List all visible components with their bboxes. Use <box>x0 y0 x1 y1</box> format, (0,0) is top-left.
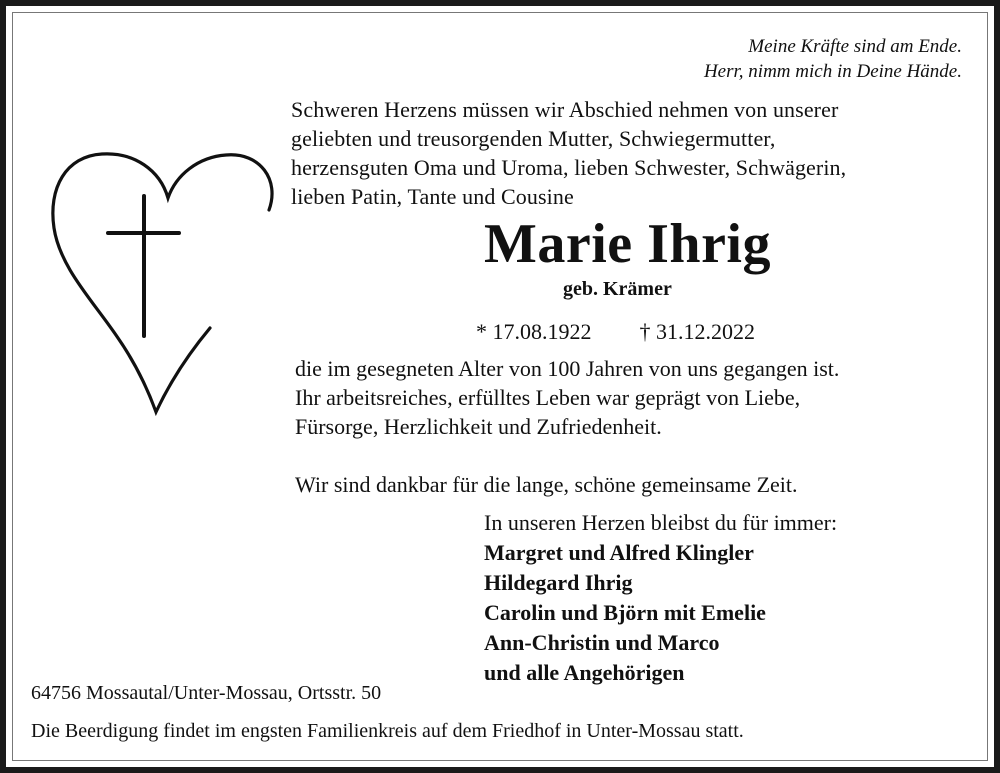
survivor-name: Carolin und Björn mit Emelie <box>484 600 766 625</box>
birth-date: * 17.08.1922 <box>476 319 592 344</box>
deceased-name: Marie Ihrig <box>484 213 771 275</box>
intro-line-3: herzensguten Oma und Uroma, lieben Schwester, Schwägerin, <box>291 155 847 180</box>
intro-line-4: lieben Patin, Tante und Cousine <box>291 184 574 209</box>
intro-line-2: geliebten und treusorgenden Mutter, Schwiegermutter, <box>291 126 776 151</box>
intro-text <box>291 95 846 211</box>
body-text <box>295 354 839 441</box>
survivors-lead: In unseren Herzen bleibst du für immer: <box>484 510 838 535</box>
death-date: † 31.12.2022 <box>639 319 755 344</box>
life-dates <box>476 318 755 346</box>
body-line-2: Ihr arbeitsreiches, erfülltes Leben war geprägt von Liebe, <box>295 385 801 410</box>
heart-with-cross-icon <box>48 150 288 420</box>
body-line-1: die im gesegneten Alter von 100 Jahren von uns gegangen ist. <box>295 356 840 381</box>
maiden-name: geb. Krämer <box>563 278 672 300</box>
thanks-line: Wir sind dankbar für die lange, schöne gemeinsame Zeit. <box>295 472 798 497</box>
motto-verse <box>704 34 962 84</box>
intro-line-1: Schweren Herzens müssen wir Abschied nehmen von unserer <box>291 97 839 122</box>
motto-line-2: Herr, nimm mich in Deine Hände. <box>703 61 962 82</box>
survivors-block <box>484 508 837 688</box>
family-address: 64756 Mossautal/Unter-Mossau, Ortsstr. 50 <box>31 682 382 704</box>
survivor-name: Ann-Christin und Marco <box>484 630 720 655</box>
survivor-name: Margret und Alfred Klingler <box>484 540 754 565</box>
body-line-3: Fürsorge, Herzlichkeit und Zufriedenheit. <box>295 414 662 439</box>
funeral-note: Die Beerdigung findet im engsten Familienkreis auf dem Friedhof in Unter-Mossau statt. <box>31 720 744 742</box>
survivor-name: Hildegard Ihrig <box>484 570 633 595</box>
survivor-name: und alle Angehörigen <box>484 660 685 685</box>
motto-line-1: Meine Kräfte sind am Ende. <box>748 36 962 57</box>
